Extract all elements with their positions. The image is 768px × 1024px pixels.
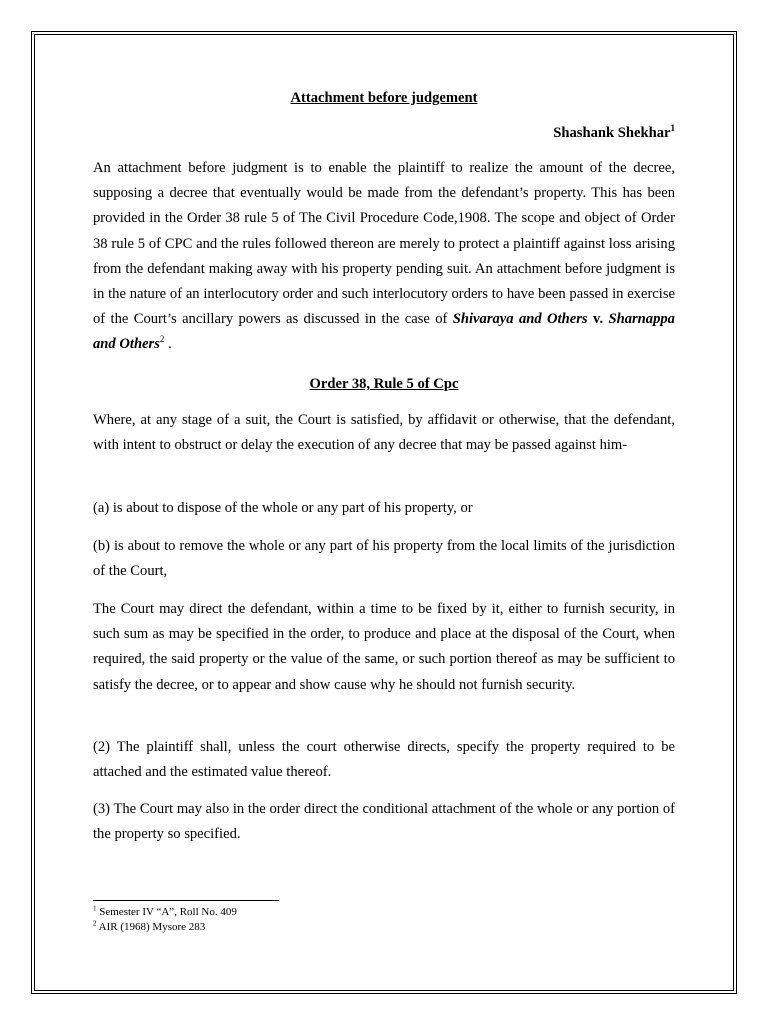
footnote-1-marker: 1 [93,904,97,913]
intro-text: An attachment before judgment is to enable the plaintiff to realize the amount of the decree, supposing a decree that eventually would be made from the defendant’s property. This has been provided in the Order 38 rule 5 of The Civil Procedure Code,1908. The scope and object of Order 38 rule 5 of CPC and the rules followed thereon are merely to protect a plaintiff against loss arising from the defendant making away with his property pending suit. An attachment before judgment is in the nature of an interlocutory order and such interlocutory orders to have been passed in exercise of the Court’s ancillary powers as discussed in the case of [93,160,675,328]
case-party-a: Shivaraya and Others [452,311,588,328]
footnote-2-marker: 2 [93,919,97,928]
rule-intro-paragraph: Where, at any stage of a suit, the Court is satisfied, by affidavit or otherwise, that the defendant, with intent to obstruct or delay the execution of any decree that may be passed against him- [93,412,675,454]
intro-end: . [168,336,172,353]
footnote-2 [93,920,675,935]
author-line [93,121,675,146]
court-direction-paragraph: The Court may direct the defendant, within a time to be fixed by it, either to furnish security, in such sum as may be specified in the order, to produce and place at the disposal of the Court, when required, the said property or the value of the same, or such portion thereof as may be sufficient to satisfy the decree, or to appear and show cause why he should not furnish security. [93,601,675,693]
clause-a-paragraph: (a) is about to dispose of the whole or any part of his property, or [93,500,473,516]
clause-b-paragraph: (b) is about to remove the whole or any part of his property from the local limits of the jurisdiction of the Court, [93,538,675,580]
footnote-1-text: Semester IV “A”, Roll No. 409 [99,906,237,918]
author-name: Shashank Shekhar [553,125,671,141]
footnote-separator [93,900,279,901]
footnote-1 [93,905,675,920]
section-heading: Order 38, Rule 5 of Cpc [309,376,459,392]
document-title: Attachment before judgement [290,90,478,106]
case-party-b: Sharnappa and Others [93,311,675,353]
intro-paragraph [93,156,675,358]
footnote-2-text: AIR (1968) Mysore 283 [98,921,206,933]
case-versus: v. [592,311,604,328]
subrule-3-paragraph: (3) The Court may also in the order direct the conditional attachment of the whole or any portion of the property so specified. [93,801,675,843]
subrule-2-paragraph: (2) The plaintiff shall, unless the court otherwise directs, specify the property required to be attached and the estimated value thereof. [93,739,675,781]
author-footnote-marker: 1 [670,123,675,134]
footnotes [93,905,675,935]
case-footnote-marker: 2 [159,334,165,345]
